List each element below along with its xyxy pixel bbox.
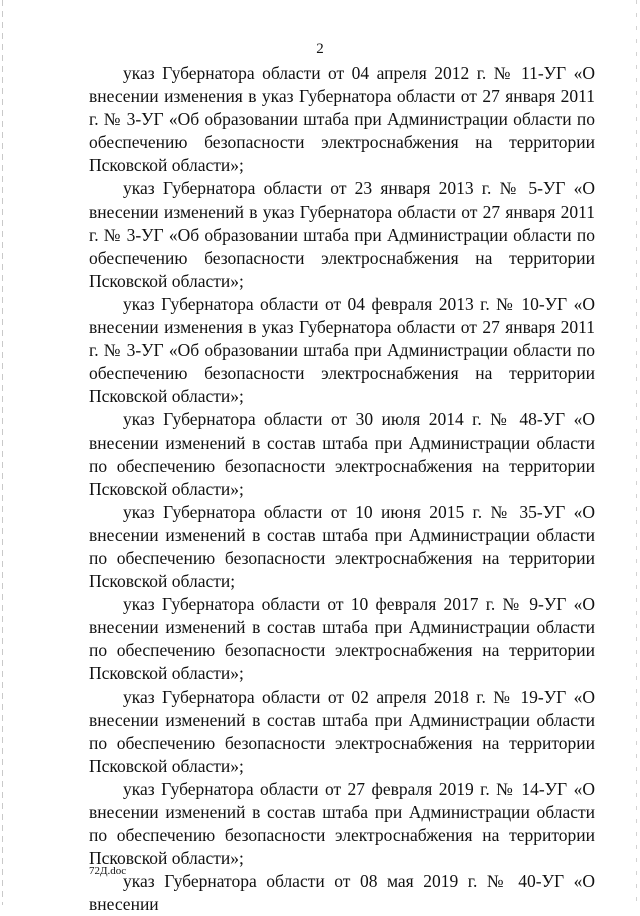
page-number: 2: [316, 41, 324, 57]
file-name-footer: 72Д.doc: [89, 865, 127, 877]
body-text: [89, 62, 595, 916]
decree-paragraph: указ Губернатора области от 10 февраля 2017 г. № 9-УГ «О внесении изменений в состав штаба при Администрации области по обеспечению безопасности электроснабжения на территории Псковской области»;: [89, 594, 595, 684]
decree-paragraph: указ Губернатора области от 04 апреля 2012 г. № 11-УГ «О внесении изменения в указ Губернатора области от 27 января 2011 г. № 3-УГ «Об образовании штаба при Администрации области по обеспечению безопасности электроснабжения на территории Псковской области»;: [89, 63, 595, 176]
decree-paragraph: указ Губернатора области от 10 июня 2015 г. № 35-УГ «О внесении изменений в состав штаба при Администрации области по обеспечению безопасности электроснабжения на территории Псковской области;: [89, 501, 595, 592]
decree-paragraph: указ Губернатора области от 27 февраля 2019 г. № 14-УГ «О внесении изменений в состав штаба при Администрации области по обеспечению безопасности электроснабжения на территории Псковской области»;: [89, 778, 595, 869]
decree-paragraph-continued: указ Губернатора области от 08 мая 2019 г. № 40-УГ «О внесении: [89, 871, 595, 915]
scan-edge-right: [636, 0, 637, 905]
decree-paragraph: указ Губернатора области от 23 января 2013 г. № 5-УГ «О внесении изменений в указ Губернатора области от 27 января 2011 г. № 3-УГ «Об образовании штаба при Администрации области по обеспечению безопасности электроснабжения на территории Псковской области»;: [89, 178, 595, 291]
decree-paragraph: указ Губернатора области от 04 февраля 2013 г. № 10-УГ «О внесении изменения в указ Губернатора области от 27 января 2011 г. № 3-УГ «Об образовании штаба при Администрации области по обеспечению безопасности электроснабжения на территории Псковской области»;: [89, 293, 595, 407]
decree-paragraph: указ Губернатора области от 30 июля 2014 г. № 48-УГ «О внесении изменений в состав штаба при Администрации области по обеспечению безопасности электроснабжения на территории Псковской области»;: [89, 409, 595, 499]
scan-edge-left: [2, 0, 3, 905]
decree-paragraph: указ Губернатора области от 02 апреля 2018 г. № 19-УГ «О внесении изменений в состав штаба при Администрации области по обеспечению безопасности электроснабжения на территории Псковской области»;: [89, 686, 595, 776]
